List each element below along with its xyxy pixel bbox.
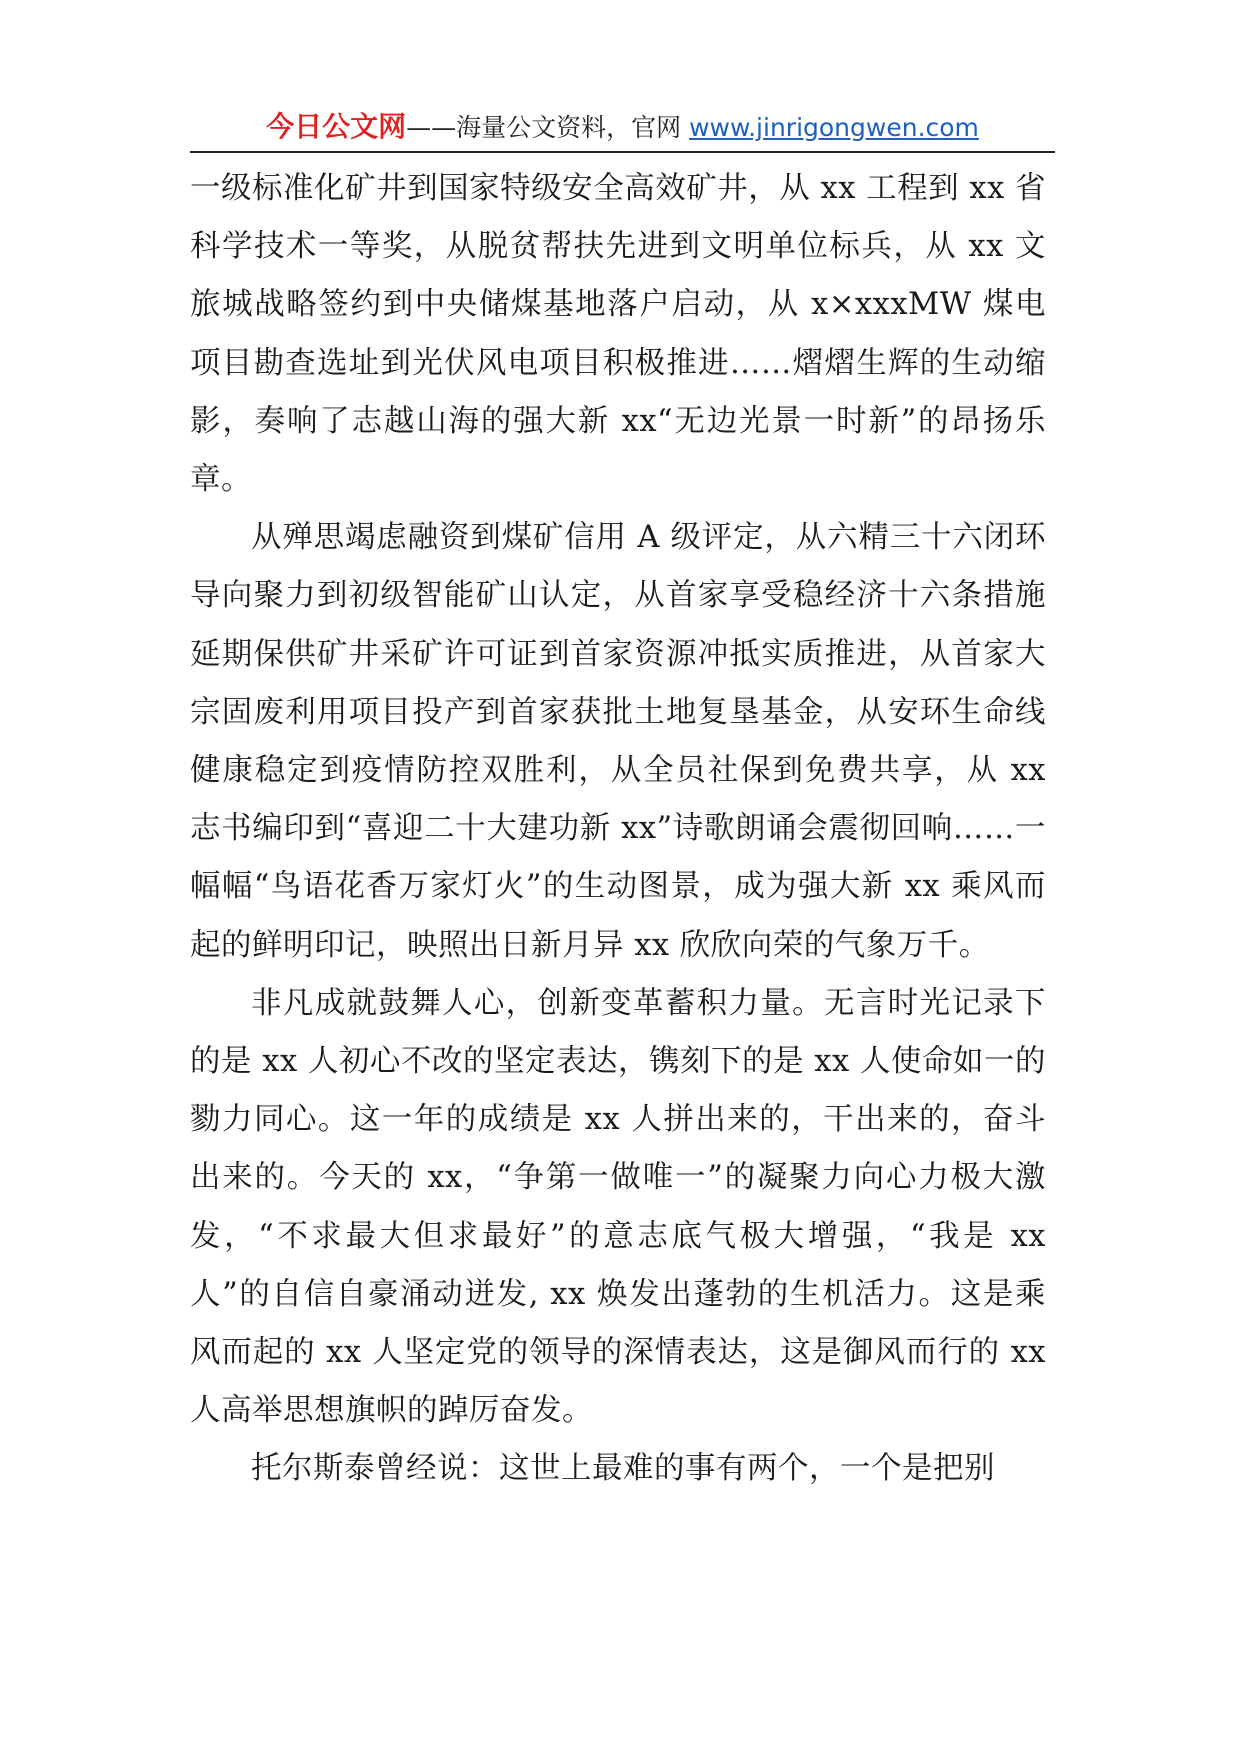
paragraph-continuation: 一级标准化矿井到国家特级安全高效矿井，从 xx 工程到 xx 省科学技术一等奖，从脱贫帮扶先进到文明单位标兵，从 xx 文旅城战略签约到中央储煤基地落户启动，从 x×xxxMW 煤电项目勘查选址到光伏风电项目积极推进……熠熠生辉的生动缩影，奏响了志越山海的强大新 xx“无边光景一时新”的昂扬乐章。 xyxy=(190,171,1046,498)
paragraph: 托尔斯泰曾经说：这世上最难的事有两个，一个是把别 xyxy=(251,1451,995,1487)
page-header xyxy=(190,104,1055,150)
header-tagline: 海量公文资料，官网 xyxy=(456,113,682,142)
header-divider xyxy=(190,151,1055,153)
paragraph: 从殚思竭虑融资到煤矿信用 A 级评定，从六精三十六闭环导向聚力到初级智能矿山认定，从首家享受稳经济十六条措施延期保供矿井采矿许可证到首家资源冲抵实质推进，从首家大宗固废利用项目投产到首家获批土地复垦基金，从安环生命线健康稳定到疫情防控双胜利，从全员社保到免费共享，从 xx 志书编印到“喜迎二十大建功新 xx”诗歌朗诵会震彻回响……一幅幅“鸟语花香万家灯火”的生动图景，成为强大新 xx 乘风而起的鲜明印记，映照出日新月异 xx 欣欣向荣的气象万千。 xyxy=(190,520,1046,963)
site-brand: 今日公文网 xyxy=(266,110,407,143)
site-url-link[interactable]: www.jinrigongwen.com xyxy=(689,113,979,142)
header-separator: —— xyxy=(406,113,457,142)
paragraph: 非凡成就鼓舞人心，创新变革蓄积力量。无言时光记录下的是 xx 人初心不改的坚定表达，镌刻下的是 xx 人使命如一的勠力同心。这一年的成绩是 xx 人拼出来的，干出来的，奋斗出来的。今天的 xx，“争第一做唯一”的凝聚力向心力极大激发，“不求最大但求最好”的意志底气极大增强，“我是 xx 人”的自信自豪涌动迸发, xx 焕发出蓬勃的生机活力。这是乘风而起的 xx 人坚定党的领导的深情表达，这是御风而行的 xx 人高举思想旗帜的踔厉奋发。 xyxy=(190,985,1046,1429)
document-body xyxy=(190,160,1046,1499)
